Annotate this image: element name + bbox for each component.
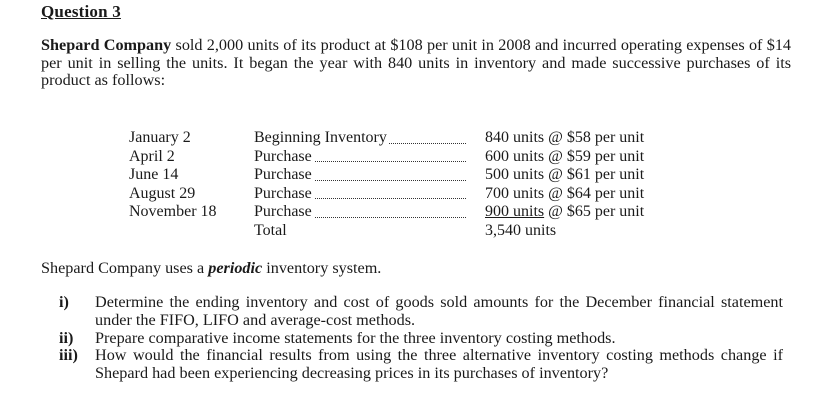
question-heading: Question 3 xyxy=(41,2,121,21)
question-label: iii) xyxy=(59,346,78,365)
row-date: August 29 xyxy=(129,184,196,202)
row-quantity: 840 units @ $58 per unit xyxy=(485,129,645,146)
question-label: ii) xyxy=(59,328,74,347)
row-date: January 2 xyxy=(129,129,191,146)
quantity-price: @ $65 per unit xyxy=(544,203,645,221)
row-description: Purchase xyxy=(254,203,466,222)
row-quantity: 600 units @ $59 per unit xyxy=(485,147,645,165)
row-date: June 14 xyxy=(129,166,179,184)
list-item xyxy=(59,330,783,348)
intro-paragraph xyxy=(41,37,791,90)
inventory-system-note: Shepard Company uses a periodic inventory system. xyxy=(41,259,382,277)
intro-text: sold 2,000 units of its product at $108 per unit in 2008 and incurred operating expenses of $14 per unit in selling the units. It began the year with 840 units in inventory and made successive purchases of its product as follows: xyxy=(41,36,792,89)
total-label: Total xyxy=(254,221,287,239)
row-date: April 2 xyxy=(129,147,175,165)
row-description: Beginning Inventory xyxy=(254,129,466,148)
company-name: Shepard Company xyxy=(41,36,172,54)
question-label: i) xyxy=(59,293,69,311)
periodic-emphasis: periodic xyxy=(208,259,263,277)
question-text: How would the financial results from using the three alternative inventory costing methods change if Shepard had been experiencing decreasing prices in its purchases of inventory? xyxy=(95,346,783,383)
underlined-units: 900 units xyxy=(485,203,545,221)
list-item xyxy=(59,347,783,383)
row-description: Purchase xyxy=(254,148,466,167)
row-quantity xyxy=(485,203,644,222)
question-text: Determine the ending inventory and cost of goods sold amounts for the December financial statement under the FIFO, LIFO and average-cost methods. xyxy=(95,293,783,329)
question-list xyxy=(59,294,783,383)
row-description: Purchase xyxy=(254,185,466,204)
row-quantity: 500 units @ $61 per unit xyxy=(485,166,645,184)
question-text: Prepare comparative income statements for the three inventory costing methods. xyxy=(95,328,616,347)
list-item xyxy=(59,294,783,330)
total-quantity: 3,540 units xyxy=(485,221,557,239)
row-description: Purchase xyxy=(254,166,466,185)
row-quantity: 700 units @ $64 per unit xyxy=(485,184,645,202)
row-date: November 18 xyxy=(129,203,217,221)
